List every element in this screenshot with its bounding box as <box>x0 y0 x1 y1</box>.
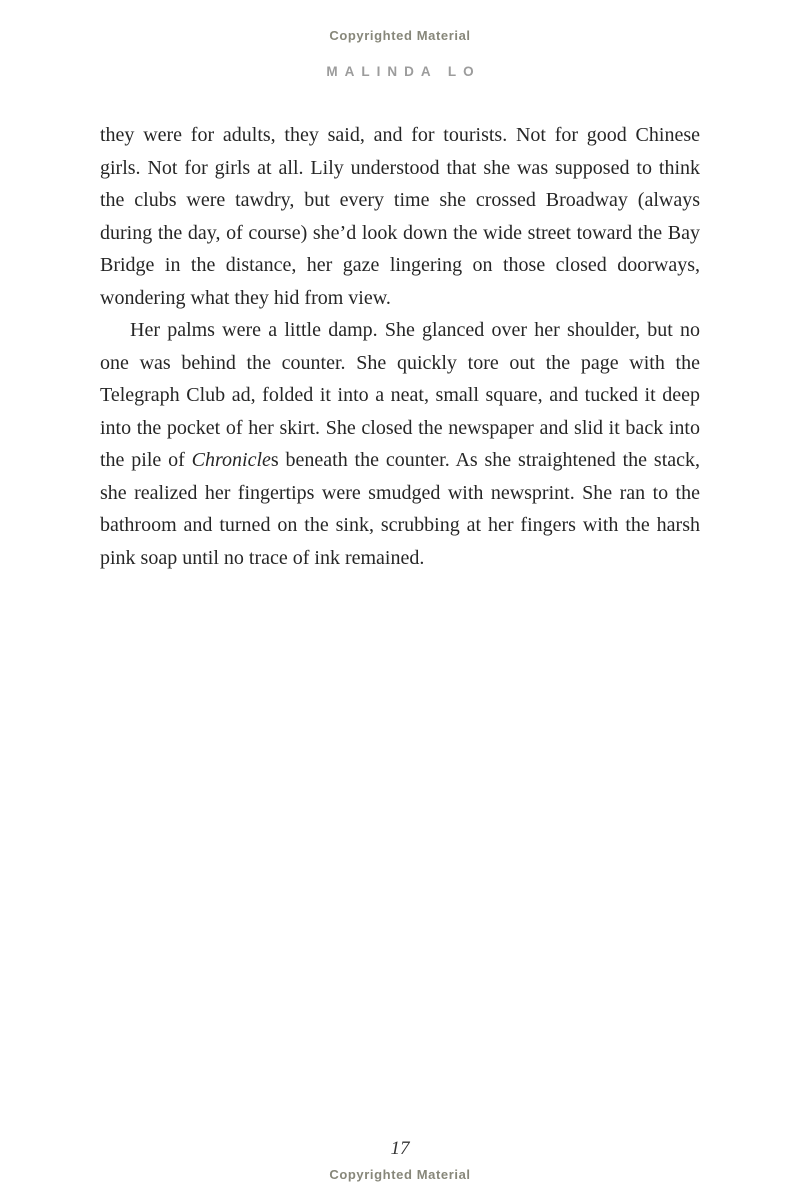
author-name: MALINDA LO <box>326 64 481 79</box>
paragraph-1: they were for adults, they said, and for tourists. Not for good Chinese girls. Not for girls at all. Lily understood that she was supposed to think the clubs were tawdry, but every time she crossed Broadway (always during the day, of course) she’d look down the wide street toward the Bay Bridge in the distance, her gaze lingering on those closed doorways, wondering what they hid from view. <box>100 124 700 309</box>
paragraph-2-text-after: s beneath the counter. As she straightened the stack, she realized her fingertips were smudged with newsprint. She ran to the bathroom and turned on the sink, scrubbing at her fingers with the harsh pink soap until no trace of ink remained. <box>100 449 701 569</box>
paragraph-2-text-before: Her palms were a little damp. She glanced over her shoulder, but no one was behind the counter. She quickly tore out the page with the Telegraph Club ad, folded it into a neat, small square, and tucked it deep into the pocket of her skirt. She closed the newspaper and slid it back into the pile of <box>100 319 700 471</box>
newspaper-title-italic: Chronicle <box>191 449 271 471</box>
page-footer <box>0 1138 800 1182</box>
copyright-notice-top: Copyrighted Material <box>329 28 471 43</box>
page-number: 17 <box>390 1138 410 1159</box>
paragraph-2 <box>100 314 700 574</box>
book-page-text <box>100 119 700 574</box>
copyright-notice-bottom: Copyrighted Material <box>329 1167 471 1182</box>
